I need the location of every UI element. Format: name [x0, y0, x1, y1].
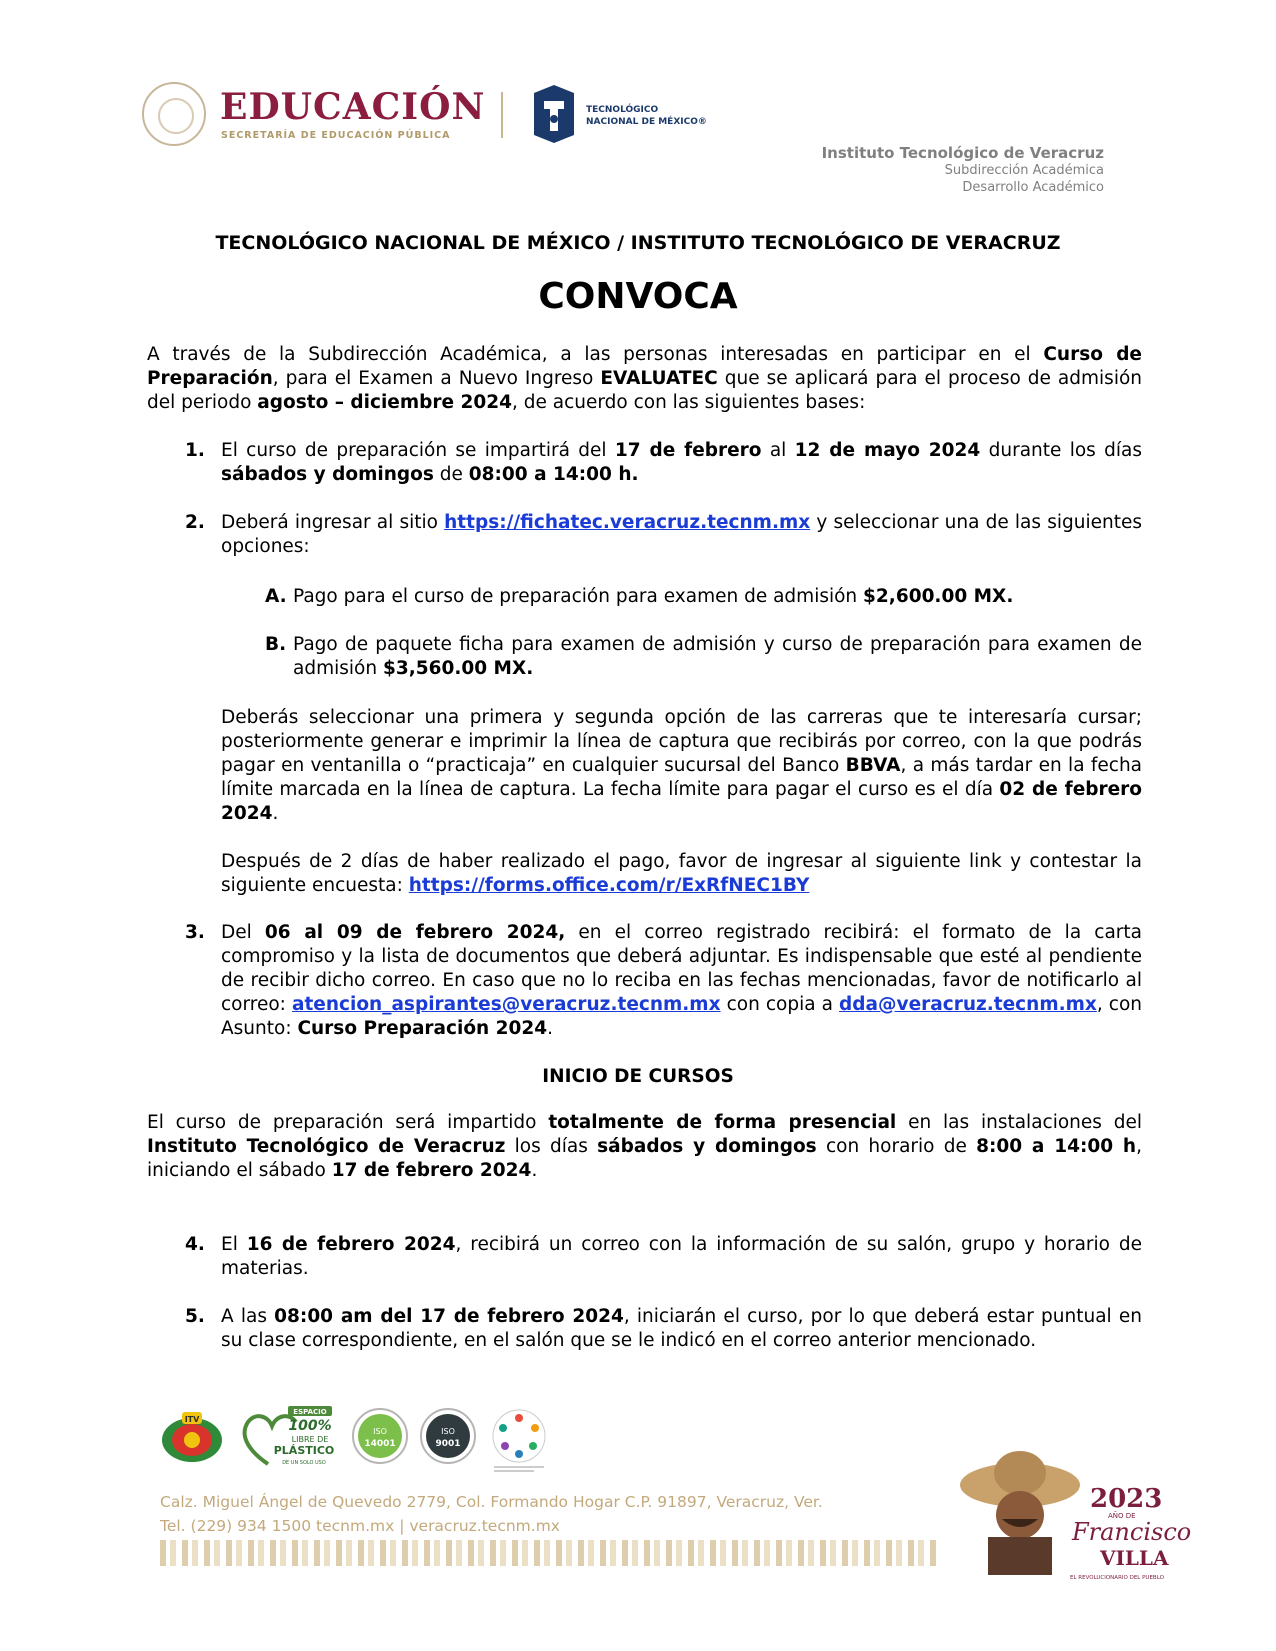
- text: Pago de paquete ficha para examen de admisión y curso de preparación para examen de admisión: [293, 634, 1142, 679]
- iso-14001-badge-icon: [350, 1404, 410, 1470]
- educacion-logo-title: EDUCACIÓN: [220, 86, 486, 128]
- intro-paragraph: [147, 343, 1142, 415]
- bold-text: 02 de febrero 2024: [221, 779, 1142, 824]
- villa-first-name: Francisco: [1072, 1518, 1192, 1546]
- text: Pago para el curso de preparación para examen de admisión: [293, 586, 864, 607]
- bold-text: Instituto Tecnológico de Veracruz: [147, 1136, 506, 1157]
- espacio-l1: ESPACIO: [293, 1408, 327, 1416]
- bold-text: 12 de mayo 2024: [794, 440, 981, 461]
- text: , de acuerdo con las siguientes bases:: [511, 392, 866, 413]
- text: El curso de preparación será impartido: [147, 1112, 549, 1133]
- espacio-l3: LIBRE DE: [291, 1435, 329, 1444]
- text: los días: [505, 1136, 598, 1157]
- text: Deberá ingresar al sitio: [221, 512, 445, 533]
- text: .: [531, 1160, 538, 1181]
- option-a-text: [293, 585, 1142, 609]
- iso-9001-badge-icon: [418, 1404, 478, 1470]
- section-heading: INICIO DE CURSOS: [542, 1066, 734, 1087]
- year-2023: 2023: [1090, 1484, 1163, 1514]
- bold-text: sábados y domingos: [597, 1136, 817, 1157]
- bold-text: totalmente de forma presencial: [548, 1112, 897, 1133]
- text: con horario de: [816, 1136, 977, 1157]
- iso-word: ISO: [373, 1427, 387, 1436]
- institution-block: [822, 144, 1104, 196]
- text: A las: [221, 1306, 275, 1327]
- aspirantes-email-link[interactable]: atencion_aspirantes@veracruz.tecnm.mx: [291, 994, 721, 1015]
- espacio-l5: DE UN SOLO USO: [282, 1460, 326, 1466]
- tecnm-logo-icon: [530, 83, 578, 145]
- bold-text: 08:00 a 14:00 h.: [468, 464, 639, 485]
- tecnm-line1: TECNOLÓGICO: [586, 105, 659, 115]
- survey-link[interactable]: https://forms.office.com/r/ExRfNEC1BY: [408, 875, 810, 896]
- item-number: 2.: [185, 512, 205, 533]
- text: , iniciarán el curso, por lo que deberá estar puntual en su clase correspondiente, en el salón que se le indicó en el correo anterior mencionado.: [221, 1306, 1142, 1351]
- document-title: CONVOCA: [538, 276, 738, 317]
- item-1-text: [221, 439, 1142, 487]
- text: El curso de preparación se impartirá del: [221, 440, 615, 461]
- decorative-border-strip: [160, 1540, 940, 1566]
- anio-de: AÑO DE: [1108, 1512, 1136, 1520]
- itv-logo-icon: [160, 1410, 224, 1464]
- text: , recibirá un correo con la información de su salón, grupo y horario de materias.: [221, 1234, 1142, 1279]
- bold-text: Curso de Preparación: [147, 344, 1142, 389]
- bold-text: EVALUATEC: [600, 368, 718, 389]
- text: El: [221, 1234, 247, 1255]
- text: en el correo registrado recibirá: el formato de la carta compromiso y la lista de documentos que deberá adjuntar. Es indispensable que esté al pendiente de recibir dicho correo. En caso que no lo reciba en las fechas mencionadas, favor de notificarlo al correo:: [221, 922, 1142, 1015]
- bold-text: Curso Preparación 2024: [297, 1018, 548, 1039]
- text: y seleccionar una de las siguientes opciones:: [221, 512, 1142, 557]
- footer-contact: [160, 1490, 823, 1538]
- text: Después de 2 días de haber realizado el pago, favor de ingresar al siguiente link y contestar la siguiente encuesta:: [221, 851, 1142, 896]
- header-divider: [501, 92, 503, 138]
- text: con copia a: [720, 994, 840, 1015]
- bold-text: 17 de febrero: [614, 440, 762, 461]
- espacio-l2: 100%: [288, 1418, 332, 1434]
- subdireccion-name: Subdirección Académica: [944, 163, 1104, 178]
- bold-text: $3,560.00 MX.: [382, 658, 534, 679]
- bold-text: sábados y domingos: [221, 464, 434, 485]
- espacio-l4: PLÁSTICO: [273, 1444, 335, 1457]
- text: Deberás seleccionar una primera y segunda opción de las carreras que te interesaría cursar; posteriormente generar e imprimir la línea de captura que recibirás por correo, con la que podrás pagar en ventanilla o “practicaja” en cualquier sucursal del Banco: [221, 707, 1142, 776]
- text: , con Asunto:: [221, 994, 1142, 1039]
- option-b-text: [293, 633, 1142, 681]
- bold-text: 17 de febrero 2024: [331, 1160, 532, 1181]
- item-3-text: [221, 921, 1142, 1041]
- payment-instructions: [221, 706, 1142, 826]
- tecnm-line2: NACIONAL DE MÉXICO®: [586, 117, 707, 127]
- iso-9001-number: 9001: [435, 1439, 461, 1449]
- text: al: [761, 440, 795, 461]
- item-number: 3.: [185, 922, 205, 943]
- item-2-text: [221, 511, 1142, 559]
- inicio-paragraph: [147, 1111, 1142, 1183]
- text: , a más tardar en la fecha límite marcada en la línea de captura. La fecha límite para pagar el curso es el día: [221, 755, 1143, 800]
- survey-instructions: [221, 850, 1142, 898]
- item-number: 5.: [185, 1306, 205, 1327]
- text: Del: [221, 922, 265, 943]
- dda-email-link[interactable]: dda@veracruz.tecnm.mx: [839, 994, 1097, 1015]
- option-label: B.: [265, 634, 287, 655]
- text: A través de la Subdirección Académica, a las personas interesadas en participar en el: [147, 344, 1044, 365]
- igualdad-laboral-badge-icon: [488, 1404, 550, 1476]
- item-5-text: [221, 1305, 1142, 1353]
- francisco-villa-portrait-icon: [958, 1445, 1083, 1575]
- bold-text: agosto – diciembre 2024: [257, 392, 512, 413]
- text: , iniciando el sábado: [147, 1136, 1142, 1181]
- revolucionario-caption: EL REVOLUCIONARIO DEL PUEBLO: [1070, 1575, 1164, 1581]
- iso-14001-number: 14001: [364, 1439, 396, 1449]
- document-heading: TECNOLÓGICO NACIONAL DE MÉXICO / INSTITUTO TECNOLÓGICO DE VERACRUZ: [215, 232, 1061, 254]
- bold-text: 06 al 09 de febrero 2024,: [264, 922, 566, 943]
- text: que se aplicará para el proceso de admisión del periodo: [147, 368, 1142, 413]
- footer-phone-web: Tel. (229) 934 1500 tecnm.mx | veracruz.tecnm.mx: [160, 1517, 560, 1535]
- iso-word: ISO: [441, 1427, 455, 1436]
- item-number: 4.: [185, 1234, 205, 1255]
- fichatec-link[interactable]: https://fichatec.veracruz.tecnm.mx: [444, 512, 811, 533]
- sep-seal-icon: [142, 82, 206, 146]
- educacion-logo-subtitle: SECRETARÍA DE EDUCACIÓN PÚBLICA: [221, 130, 451, 141]
- itv-text: ITV: [184, 1415, 200, 1424]
- option-label: A.: [265, 586, 287, 607]
- text: durante los días: [980, 440, 1142, 461]
- footer-address: Calz. Miguel Ángel de Quevedo 2779, Col. Formando Hogar C.P. 91897, Veracruz, Ver.: [160, 1493, 823, 1511]
- text: en las instalaciones del: [896, 1112, 1142, 1133]
- desarrollo-name: Desarrollo Académico: [962, 180, 1104, 195]
- bold-text: 08:00 am del 17 de febrero 2024: [274, 1306, 624, 1327]
- espacio-libre-plastico-logo-icon: [238, 1404, 338, 1470]
- bold-text: BBVA: [845, 755, 901, 776]
- bold-text: 8:00 a 14:00 h: [976, 1136, 1137, 1157]
- item-number: 1.: [185, 440, 205, 461]
- bold-text: $2,600.00 MX.: [863, 586, 1014, 607]
- text: .: [547, 1018, 554, 1039]
- villa-last-name: VILLA: [1100, 1546, 1169, 1570]
- item-4-text: [221, 1233, 1142, 1281]
- text: , para el Examen a Nuevo Ingreso: [272, 368, 601, 389]
- text: .: [272, 803, 279, 824]
- institution-name: Instituto Tecnológico de Veracruz: [821, 144, 1104, 162]
- tecnm-logo-text: [586, 104, 707, 128]
- text: de: [433, 464, 469, 485]
- bold-text: 16 de febrero 2024: [246, 1234, 456, 1255]
